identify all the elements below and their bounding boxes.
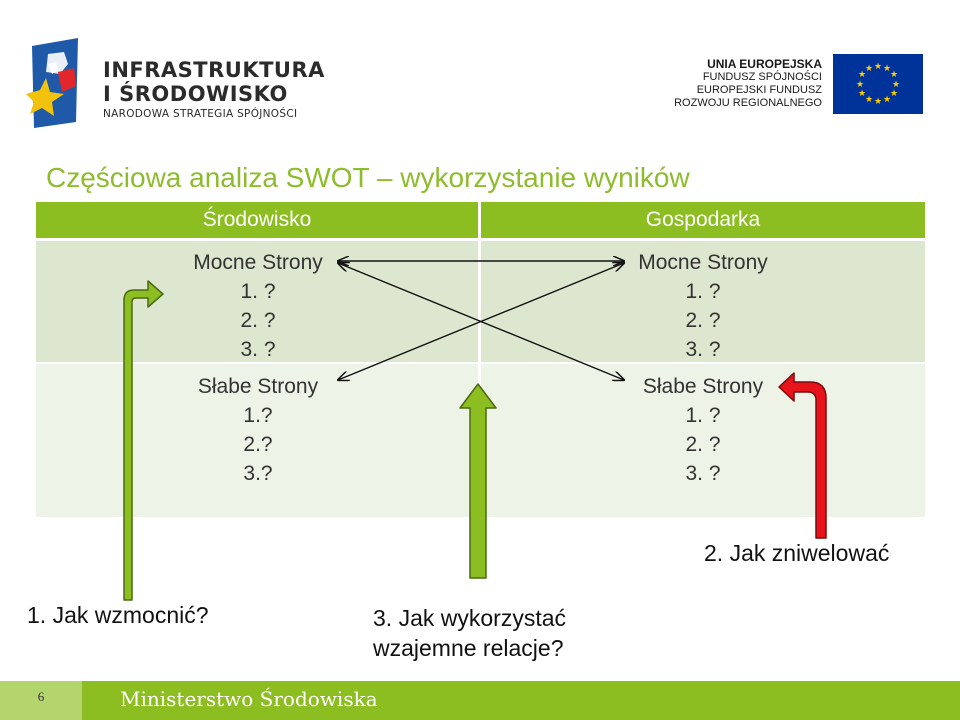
logo-subtitle: NARODOWA STRATEGIA SPÓJNOŚCI (103, 108, 298, 120)
list-heading: Mocne Strony (638, 251, 768, 274)
red-hook-arrow-right (779, 373, 826, 538)
ministry-name: Ministerstwo Środowiska (120, 687, 378, 711)
logo-title-line1: INFRASTRUKTURA (103, 58, 325, 82)
page-number: 6 (37, 689, 45, 704)
question-relations-line1: 3. Jak wykorzystać (373, 605, 566, 631)
list-item: 3. ? (685, 462, 721, 485)
svg-text:★: ★ (855, 80, 865, 90)
question-relations-line2: wzajemne relacje? (373, 635, 564, 661)
list-item: 3. ? (240, 338, 276, 361)
list-item: 2. ? (685, 309, 721, 332)
column-header-economy: Gospodarka (481, 202, 925, 238)
list-item: 2. ? (240, 309, 276, 332)
svg-text:★: ★ (889, 89, 899, 99)
svg-text:★: ★ (873, 97, 883, 107)
list-item: 2. ? (685, 433, 721, 456)
list-item: 1.? (243, 404, 273, 427)
column-header-environment: Środowisko (36, 202, 478, 238)
list-heading: Mocne Strony (193, 251, 323, 274)
list-item: 1. ? (685, 404, 721, 427)
svg-text:★: ★ (857, 89, 867, 99)
svg-text:★: ★ (864, 95, 874, 105)
question-strengthen: 1. Jak wzmocnić? (27, 602, 209, 628)
svg-text:★: ★ (864, 64, 874, 74)
eu-line-3: EUROPEJSKI FUNDUSZ (696, 84, 822, 96)
list-heading: Słabe Strony (197, 375, 319, 398)
slide-title: Częściowa analiza SWOT – wykorzystanie wyników (46, 162, 690, 193)
list-item: 3.? (243, 462, 273, 485)
list-item: 1. ? (240, 280, 276, 303)
green-hook-arrow-left (124, 281, 163, 600)
list-item: 3. ? (685, 338, 721, 361)
list-heading: Słabe Strony (642, 375, 764, 398)
svg-text:★: ★ (891, 80, 901, 90)
eu-line-1: UNIA EUROPEJSKA (707, 57, 822, 71)
list-item: 1. ? (685, 280, 721, 303)
question-relations (373, 603, 566, 663)
green-up-arrow-center (460, 384, 496, 578)
svg-text:★: ★ (873, 62, 883, 72)
eu-line-2: FUNDUSZ SPÓJNOŚCI (702, 71, 822, 83)
svg-text:★: ★ (889, 70, 899, 80)
eu-line-4: ROZWOJU REGIONALNEGO (674, 97, 822, 109)
svg-text:★: ★ (882, 95, 892, 105)
svg-text:★: ★ (857, 70, 867, 80)
svg-text:★: ★ (882, 64, 892, 74)
question-mitigate: 2. Jak zniwelować (704, 540, 890, 566)
logo-title-line2: I ŚRODOWISKO (103, 82, 288, 106)
list-item: 2.? (243, 433, 273, 456)
